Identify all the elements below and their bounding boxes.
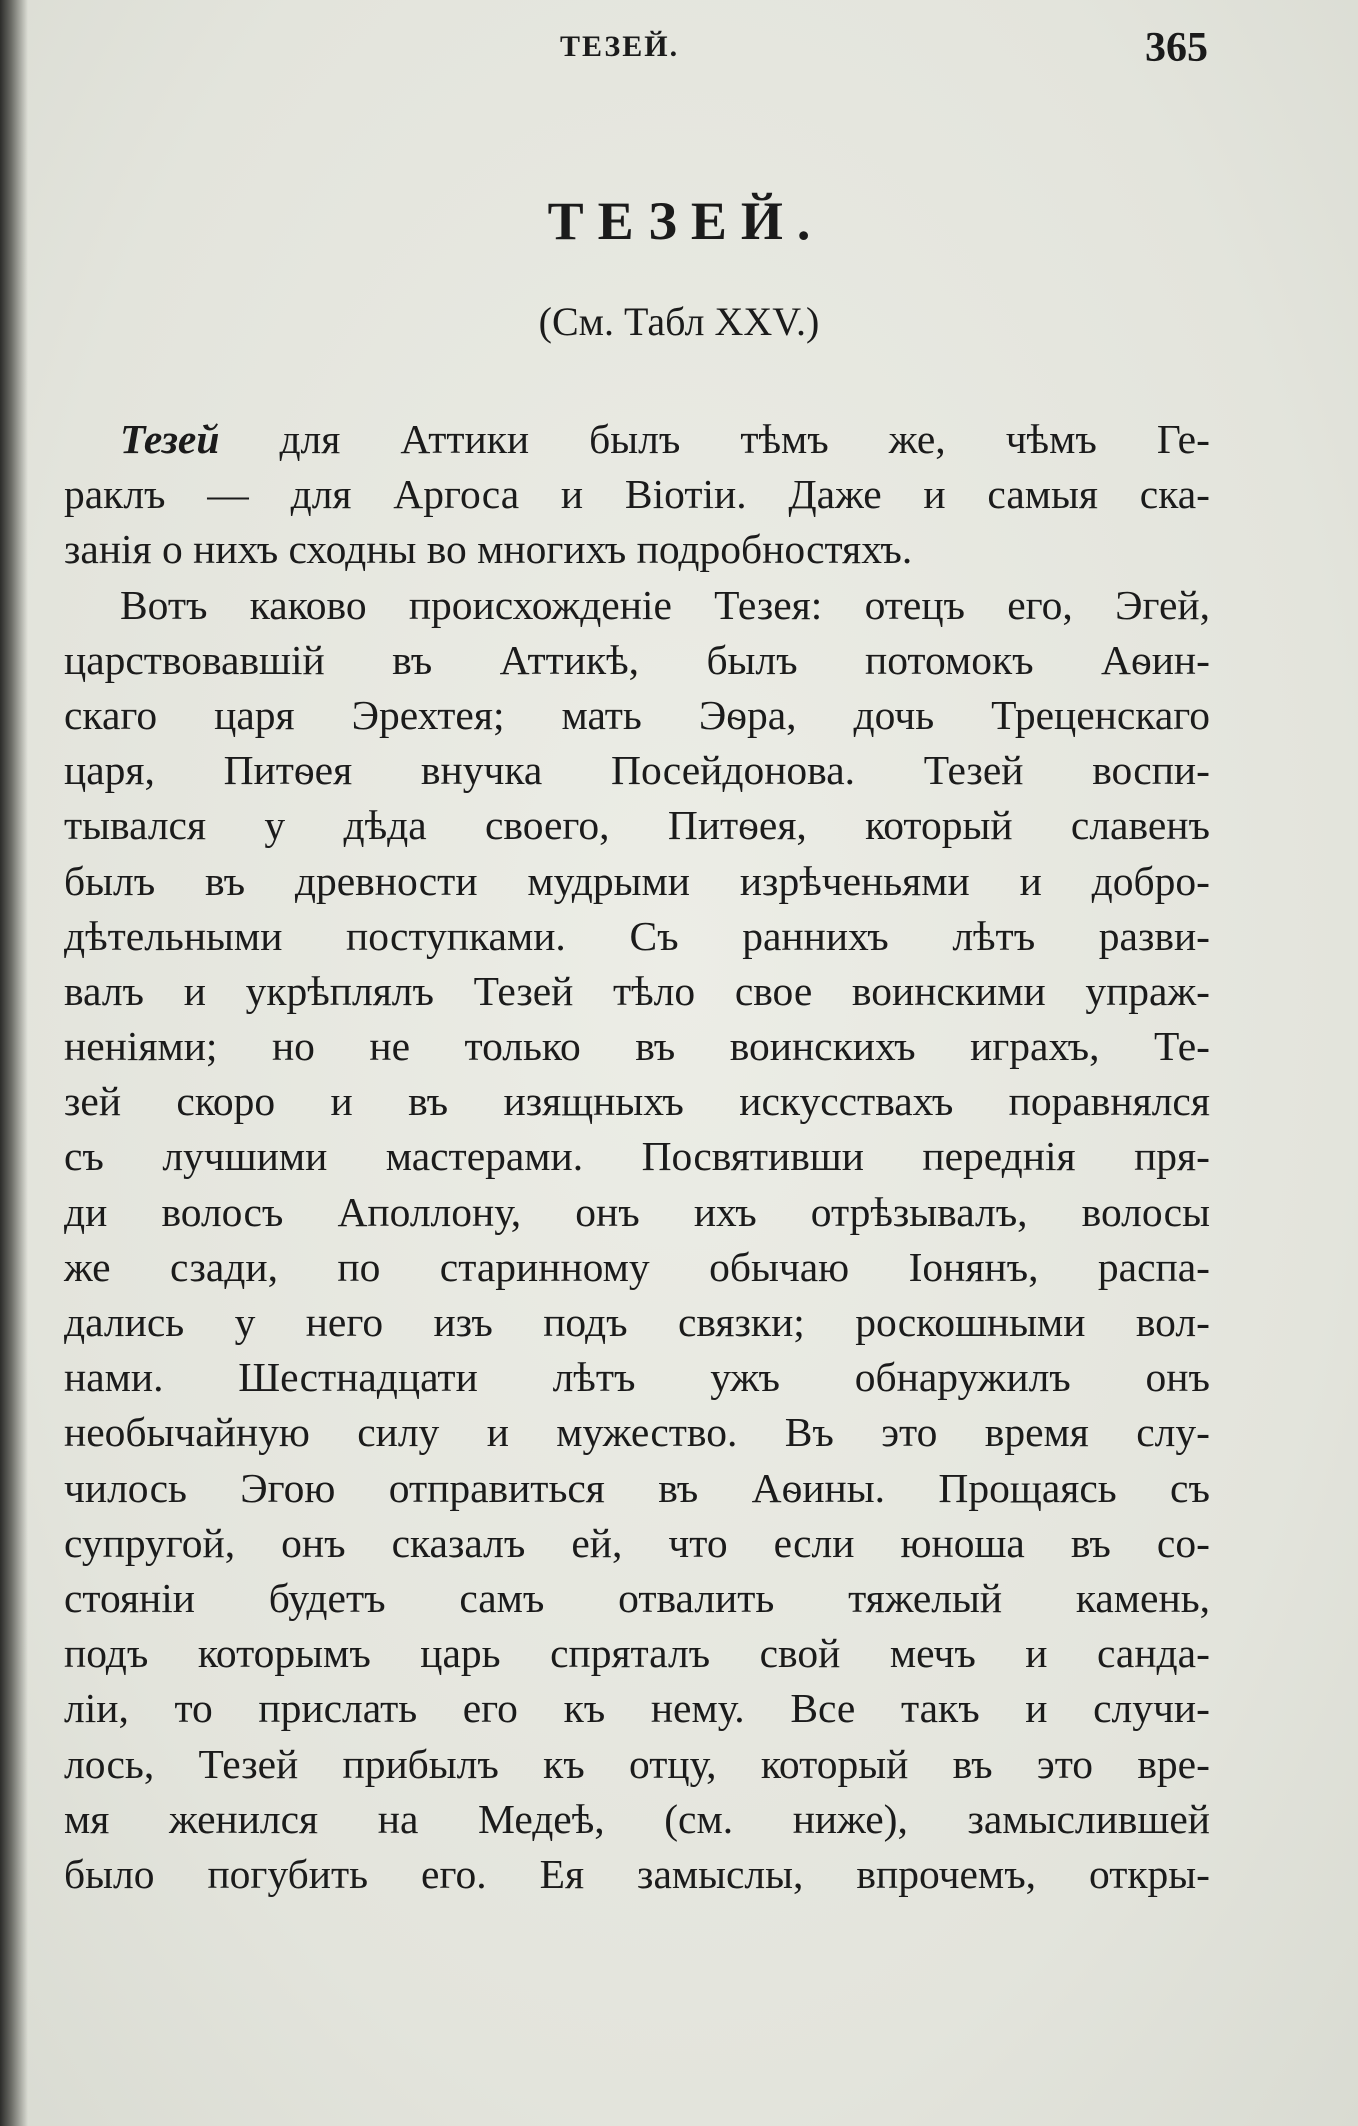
word: скаго (64, 691, 158, 738)
word: женился (168, 1795, 319, 1842)
word: былъ (706, 636, 798, 683)
word: разви- (1098, 912, 1210, 959)
word: если (773, 1519, 855, 1566)
word: отвалить (618, 1574, 775, 1621)
word: у (264, 802, 286, 849)
word: которымъ (197, 1630, 371, 1677)
word: онъ (281, 1519, 346, 1566)
word: валъ (64, 967, 145, 1014)
word: отцу, (629, 1740, 717, 1787)
word: для (290, 471, 352, 518)
word: старинному (439, 1243, 650, 1290)
word: (см. (664, 1795, 734, 1842)
text-line (64, 1516, 1210, 1571)
text-line (64, 1350, 1210, 1405)
running-head: ТЕЗЕЙ. (560, 30, 680, 63)
word: добро- (1091, 857, 1210, 904)
word: дались (64, 1299, 185, 1345)
word: скоро (176, 1078, 276, 1125)
word: воспи- (1092, 747, 1210, 794)
word: происхожденіе (408, 581, 672, 628)
word: ліи, (64, 1685, 129, 1732)
word: на (377, 1795, 419, 1842)
word: подъ (64, 1630, 149, 1677)
word: изъ (433, 1299, 493, 1345)
word: ди (64, 1188, 108, 1235)
word: былъ (64, 857, 156, 904)
word: мечъ (889, 1630, 976, 1677)
word: со- (1156, 1519, 1210, 1566)
word: царя (214, 691, 295, 738)
word: тяжелый (848, 1574, 1003, 1621)
word: древности (294, 857, 478, 904)
word: царствовавшій (64, 636, 325, 683)
word: будетъ (268, 1574, 386, 1621)
word: Медеѣ, (477, 1795, 605, 1842)
word: тывался (64, 802, 207, 849)
word: въ (658, 1464, 699, 1511)
word: время (984, 1409, 1089, 1456)
word: изрѣченьями (739, 857, 970, 904)
text-line (64, 412, 1210, 467)
word: зей (64, 1078, 122, 1125)
word: неніями; (64, 1023, 218, 1070)
word: искусствахъ (739, 1078, 954, 1125)
word: — (207, 471, 249, 518)
word: въ (1070, 1519, 1111, 1566)
word: внучка (420, 747, 543, 794)
word: отправиться (388, 1464, 605, 1511)
word: Ге- (1156, 416, 1210, 462)
word: волосъ (161, 1188, 284, 1235)
word: дѣда (343, 802, 427, 849)
word: Іонянъ, (908, 1243, 1039, 1290)
word: Питѳея (223, 747, 353, 794)
word: Прощаясь (938, 1464, 1117, 1511)
word: силу (357, 1409, 440, 1456)
word: ужъ (710, 1354, 780, 1401)
word: но (271, 1023, 315, 1070)
word: было (64, 1850, 155, 1897)
word: въ (392, 636, 433, 683)
word: который (760, 1740, 909, 1787)
text-line (64, 1737, 1210, 1792)
word: обнаружилъ (854, 1354, 1071, 1401)
text-line (64, 1792, 1210, 1847)
word: и (1025, 1685, 1048, 1732)
word: который (865, 802, 1013, 849)
word: него (305, 1299, 384, 1345)
word: свое (734, 967, 813, 1014)
word: лѣтъ (952, 912, 1036, 959)
word: чилось (64, 1464, 187, 1511)
body-text (64, 412, 1210, 1902)
word: Эгою (240, 1464, 336, 1511)
word: поступками. (346, 912, 566, 959)
word: изящныхъ (503, 1078, 684, 1125)
word: его, (1007, 581, 1073, 628)
word: Аполлону, (337, 1188, 522, 1235)
word: онъ (575, 1188, 640, 1235)
word: прислать (258, 1685, 418, 1732)
text-line (64, 1571, 1210, 1626)
word: съ (64, 1133, 104, 1180)
word: Аттикѣ, (499, 636, 640, 683)
word: Питѳея, (667, 802, 807, 849)
word: Ея (539, 1850, 585, 1897)
word: впрочемъ, (856, 1850, 1037, 1897)
text-line (64, 1295, 1210, 1350)
word: Посейдонова. (611, 747, 855, 794)
word: его (462, 1685, 518, 1732)
word: нами. (64, 1354, 164, 1401)
word: Эгей, (1115, 581, 1210, 628)
text-line (64, 1626, 1210, 1681)
text-line (64, 964, 1210, 1019)
word: прибылъ (342, 1740, 499, 1787)
word: что (668, 1519, 728, 1566)
word: не (369, 1023, 411, 1070)
word: и (330, 1078, 353, 1125)
word: Аѳины. (751, 1464, 886, 1511)
word: Все (790, 1685, 856, 1732)
word: же, (888, 416, 946, 462)
word: потомокъ (865, 636, 1034, 683)
word: Аттики (400, 416, 530, 462)
word: такъ (900, 1685, 980, 1732)
word: необычайную (64, 1409, 310, 1456)
word: лучшими (162, 1133, 328, 1180)
word: случи- (1093, 1685, 1210, 1732)
text-line (64, 1847, 1210, 1902)
word: дѣтельными (64, 912, 283, 959)
word: это (1036, 1740, 1094, 1787)
word: онъ (1145, 1354, 1210, 1401)
word: волосы (1081, 1188, 1210, 1235)
text-line (64, 688, 1210, 743)
word-run: занія о нихъ сходны во многихъ подробностяхъ. (64, 526, 913, 573)
word: Въ (784, 1409, 834, 1456)
word: свой (759, 1630, 841, 1677)
word: то (174, 1685, 213, 1732)
word: къ (563, 1685, 606, 1732)
text-line (64, 1240, 1210, 1295)
word: Съ (629, 912, 679, 959)
word: откры- (1089, 1850, 1210, 1897)
text-line (64, 1019, 1210, 1074)
text-line (64, 798, 1210, 853)
word: распа- (1097, 1243, 1210, 1290)
word: мастерами. (385, 1133, 584, 1180)
word: замыслы, (637, 1850, 804, 1897)
text-line (64, 1405, 1210, 1460)
plate-reference: (См. Табл XXV.) (538, 299, 820, 344)
word: спряталъ (550, 1630, 711, 1677)
word: Те- (1153, 1023, 1210, 1070)
lead-word: Тезей (120, 416, 220, 462)
word: укрѣплялъ (245, 967, 434, 1014)
text-line (64, 1074, 1210, 1129)
word: обычаю (709, 1243, 850, 1290)
word: въ (408, 1078, 449, 1125)
word: Тезей (473, 967, 574, 1014)
word: мать (561, 691, 642, 738)
word: стояніи (64, 1574, 196, 1621)
word: тѣмъ (740, 416, 829, 462)
word: играхъ, (970, 1023, 1100, 1070)
word: же (64, 1243, 111, 1290)
word: Треценскаго (991, 691, 1210, 738)
word: лось, (64, 1740, 155, 1787)
word: подъ (543, 1299, 628, 1345)
word: мя (64, 1795, 110, 1842)
text-line (64, 633, 1210, 688)
word: въ (952, 1740, 993, 1787)
word: это (881, 1409, 938, 1456)
word: и (1025, 1630, 1048, 1677)
text-line (64, 1461, 1210, 1516)
word: переднія (922, 1133, 1076, 1180)
word: ниже), (792, 1795, 908, 1842)
word: славенъ (1070, 802, 1210, 849)
word: роскошными (855, 1299, 1086, 1345)
word: Аѳин- (1100, 636, 1210, 683)
text-line (64, 1681, 1210, 1736)
word: Эѳра, (698, 691, 797, 738)
page-number: 365 (1145, 25, 1208, 71)
word: раклъ (64, 471, 166, 518)
word: погубить (207, 1850, 369, 1897)
word: Аргоса (393, 471, 520, 518)
word: Посвятивши (641, 1133, 864, 1180)
word: и (183, 967, 206, 1014)
word: съ (1170, 1464, 1210, 1511)
word: сзади, (169, 1243, 278, 1290)
word: Тезей (198, 1740, 299, 1787)
word: самыя (987, 471, 1099, 518)
word: царя, (64, 747, 155, 794)
word: только (464, 1023, 581, 1070)
word: дочь (853, 691, 935, 738)
text-line (64, 743, 1210, 798)
word: каково (249, 581, 367, 628)
word: былъ (589, 416, 681, 462)
word: у (234, 1299, 256, 1345)
word: тѣло (613, 967, 696, 1014)
word: сказалъ (391, 1519, 526, 1566)
word: мудрыми (527, 857, 690, 904)
word: пря- (1134, 1133, 1210, 1180)
text-line (64, 1185, 1210, 1240)
word: Віотіи. (624, 471, 747, 518)
word: ихъ (693, 1188, 757, 1235)
word: въ (635, 1023, 676, 1070)
text-line (64, 909, 1210, 964)
word: поравнялся (1008, 1078, 1210, 1125)
word: лѣтъ (552, 1354, 636, 1401)
text-line (64, 854, 1210, 909)
word: своего, (485, 802, 610, 849)
word: его. (421, 1850, 487, 1897)
word: для (279, 416, 341, 462)
word: ей, (571, 1519, 623, 1566)
word: ска- (1139, 471, 1210, 518)
text-line (64, 467, 1210, 522)
word: и (560, 471, 584, 518)
word: вол- (1135, 1299, 1210, 1345)
word: отрѣзывалъ, (810, 1188, 1028, 1235)
word: царь (420, 1630, 501, 1677)
word: раннихъ (742, 912, 889, 959)
word: супругой, (64, 1519, 236, 1566)
word: воинскихъ (729, 1023, 916, 1070)
word: въ (205, 857, 246, 904)
word: вре- (1137, 1740, 1210, 1787)
word: слу- (1136, 1409, 1210, 1456)
word: замыслившей (967, 1795, 1210, 1842)
word: къ (543, 1740, 585, 1787)
text-line (64, 1129, 1210, 1184)
word: чѣмъ (1005, 416, 1097, 462)
word: воинскими (851, 967, 1046, 1014)
word: Шестнадцати (238, 1354, 478, 1401)
word: камень, (1075, 1574, 1210, 1621)
text-line (64, 522, 1210, 577)
word: связки; (677, 1299, 805, 1345)
word: и (923, 471, 946, 518)
word: по (337, 1243, 381, 1290)
word: Вотъ (120, 581, 208, 628)
word: юноша (900, 1519, 1025, 1566)
word: Тезей (923, 747, 1024, 794)
chapter-title: ТЕЗЕЙ. (547, 191, 825, 251)
word: санда- (1096, 1630, 1210, 1677)
word: нему. (650, 1685, 745, 1732)
text-line (64, 578, 1210, 633)
word: Эрехтея; (351, 691, 505, 738)
word: и (486, 1409, 509, 1456)
word: Даже (788, 471, 882, 518)
word: и (1019, 857, 1042, 904)
word: Тезея: (714, 581, 823, 628)
word: отецъ (864, 581, 965, 628)
word: упраж- (1085, 967, 1210, 1014)
word: мужество. (556, 1409, 738, 1456)
word: самъ (459, 1574, 545, 1621)
